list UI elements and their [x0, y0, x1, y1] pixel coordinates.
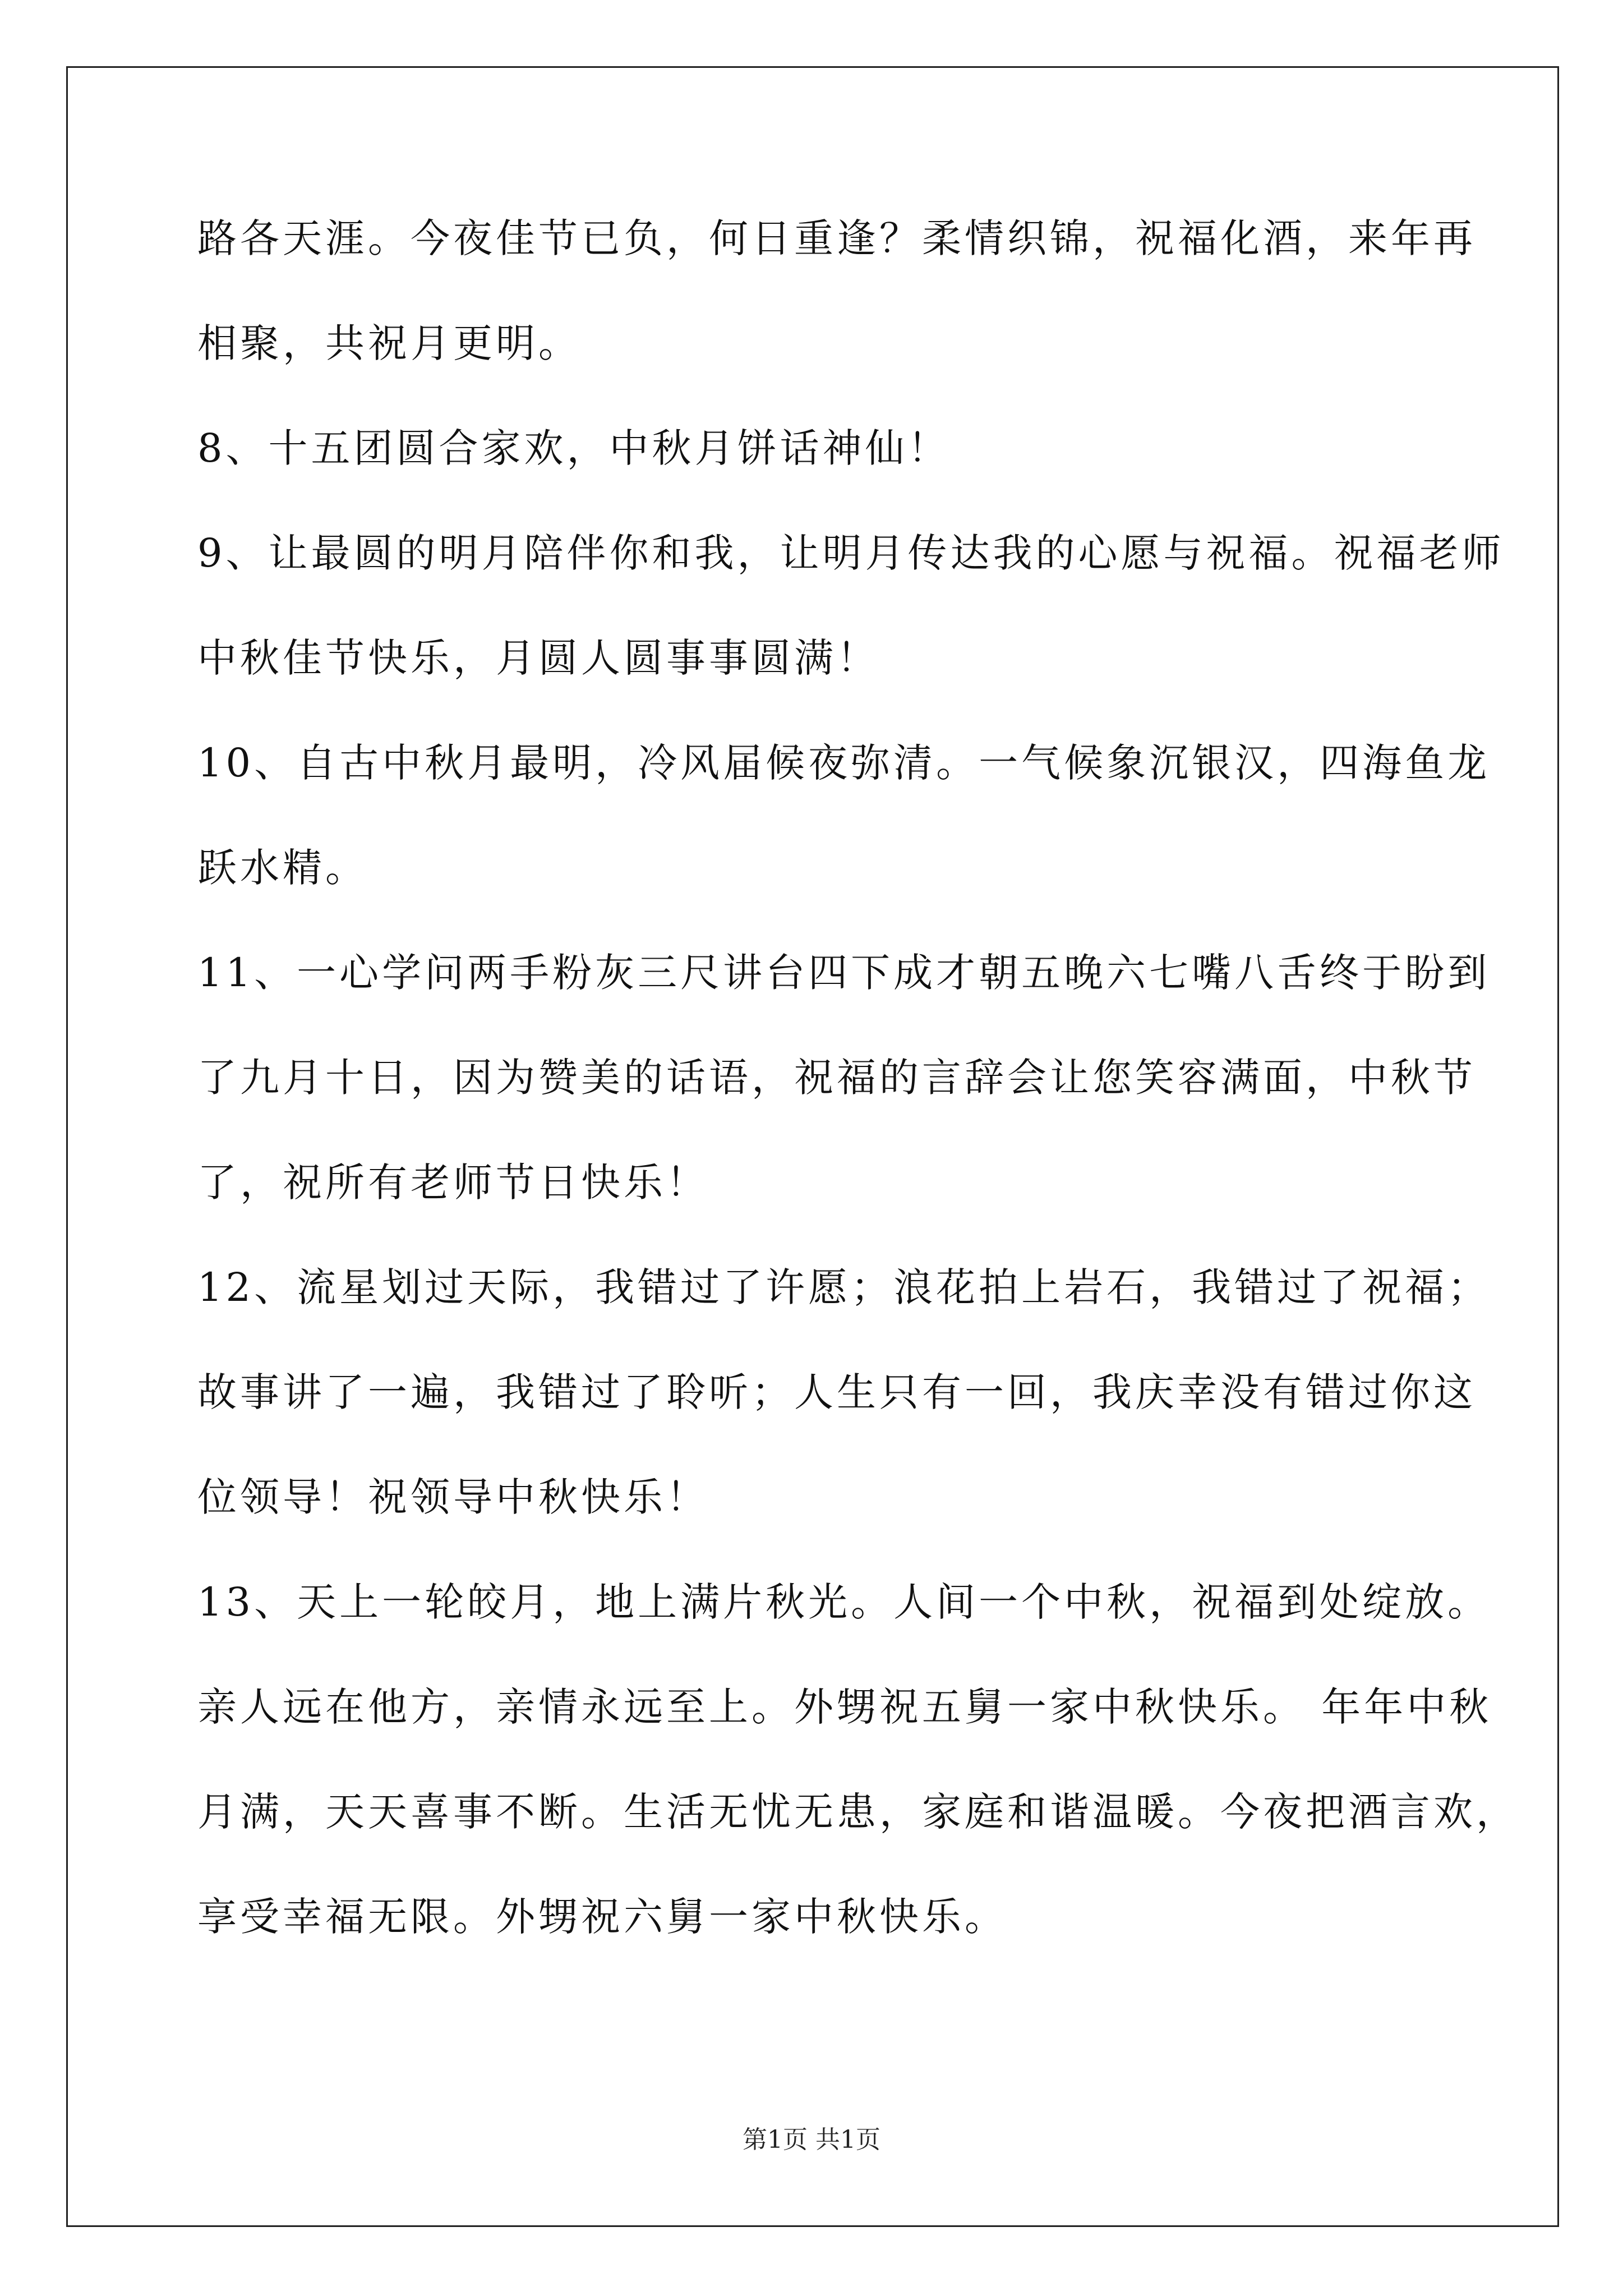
- text-line: 亲人远在他方，亲情永远至上。外甥祝五舅一家中秋快乐。 年年中秋: [197, 1684, 1492, 1730]
- text-line: 13、天上一轮皎月，地上满片秋光。人间一个中秋，祝福到处绽放。: [197, 1579, 1491, 1625]
- text-line: 故事讲了一遍，我错过了聆听；人生只有一回，我庆幸没有错过你这: [197, 1369, 1476, 1415]
- text-line: 8、十五团圆合家欢，中秋月饼话神仙！: [197, 425, 951, 471]
- text-line: 12、流星划过天际，我错过了许愿；浪花拍上岩石，我错过了祝福；: [197, 1264, 1491, 1310]
- text-line: 位领导！祝领导中秋快乐！: [197, 1474, 709, 1520]
- text-line: 路各天涯。今夜佳节已负，何日重逢？柔情织锦，祝福化酒，来年再: [197, 215, 1476, 261]
- text-line: 了九月十日，因为赞美的话语，祝福的言辞会让您笑容满面，中秋节: [197, 1055, 1476, 1101]
- text-line: 月满，天天喜事不断。生活无忧无患，家庭和谐温暖。今夜把酒言欢，: [197, 1789, 1519, 1835]
- text-line: 中秋佳节快乐，月圆人圆事事圆满！: [197, 635, 879, 681]
- text-line: 相聚，共祝月更明。: [197, 320, 581, 366]
- page-footer: 第1页 共1页: [743, 2125, 880, 2154]
- text-line: 了，祝所有老师节日快乐！: [197, 1159, 709, 1205]
- text-line: 9、让最圆的明月陪伴你和我，让明月传达我的心愿与祝福。祝福老师: [197, 530, 1505, 576]
- text-line: 享受幸福无限。外甥祝六舅一家中秋快乐。: [197, 1894, 1007, 1940]
- text-line: 11、一心学问两手粉灰三尺讲台四下成才朝五晚六七嘴八舌终于盼到: [197, 950, 1491, 996]
- text-line: 10、自古中秋月最明，冷风届候夜弥清。一气候象沉银汉，四海鱼龙: [197, 740, 1491, 786]
- text-line: 跃水精。: [197, 845, 368, 891]
